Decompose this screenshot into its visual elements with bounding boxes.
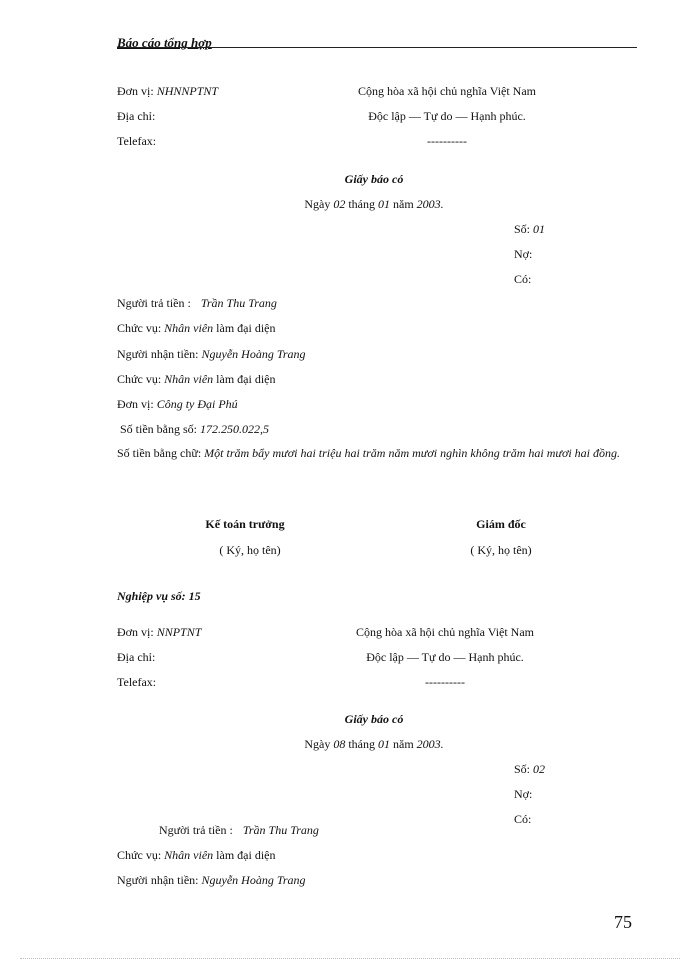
unit-label: Đơn vị: — [117, 84, 157, 98]
telefax-label: Telefax: — [117, 134, 157, 148]
voucher-number-value: 02 — [533, 762, 546, 776]
director-title: Giám đốc — [476, 517, 526, 531]
date-month: 01 — [378, 197, 390, 211]
unit-line — [117, 84, 218, 98]
receiver-value: Nguyễn Hoàng Trang — [201, 347, 306, 361]
document-date: Ngày 08 tháng 01 năm 2003. — [304, 737, 444, 751]
payer-label: Người trả tiền : — [117, 296, 191, 310]
unit-line: Đơn vị: NNPTNT — [117, 625, 202, 639]
address-label: Địa chỉ: — [117, 650, 156, 664]
voucher-number-value: 01 — [533, 222, 546, 236]
accountant-sign: ( Ký, họ tên) — [219, 543, 281, 557]
motto-dashes: ---------- — [425, 675, 465, 689]
bottom-divider — [20, 958, 680, 959]
motto: Độc lập — Tự do — Hạnh phúc. — [368, 109, 526, 123]
receiver-position-line: Chức vụ: Nhân viên làm đại diện — [117, 372, 276, 386]
motto-dashes: ---------- — [427, 134, 467, 148]
payer-position-line: Chức vụ: Nhân viên làm đại diện — [117, 848, 276, 862]
date-year: 2003. — [416, 197, 444, 211]
date-month: 01 — [378, 737, 390, 751]
motto: Độc lập — Tự do — Hạnh phúc. — [366, 650, 524, 664]
republic-heading: Cộng hòa xã hội chủ nghĩa Việt Nam — [355, 625, 535, 639]
payer-line: Người trả tiền : Trần Thu Trang — [159, 823, 319, 837]
payer-value: Trần Thu Trang — [200, 296, 277, 310]
operation-title: Nghiệp vụ số: 15 — [117, 589, 201, 603]
republic-heading: Cộng hòa xã hội chủ nghĩa Việt Nam — [357, 84, 537, 98]
receiver-unit-value: Công ty Đại Phú — [156, 397, 238, 411]
payer-line — [117, 296, 277, 310]
receiver-line: Người nhận tiền: Nguyễn Hoàng Trang — [117, 873, 306, 887]
amount-number-line: Số tiền bằng số: 172.250.022,5 — [120, 422, 269, 436]
voucher-number: Số: 01 — [514, 222, 546, 236]
receiver-unit-line: Đơn vị: Công ty Đại Phú — [117, 397, 238, 411]
amount-words-line: Số tiền bằng chữ: Một trăm bẩy mươi hai triệu hai trăm năm mươi nghìn không trăm hai mươi hai đồng. — [117, 446, 621, 460]
payer-value: Trần Thu Trang — [242, 823, 319, 837]
amount-words-value: Một trăm bẩy mươi hai triệu hai trăm năm mươi nghìn không trăm hai mươi hai đồng. — [204, 446, 621, 460]
page-number: 75 — [614, 912, 632, 932]
receiver-line: Người nhận tiền: Nguyễn Hoàng Trang — [117, 347, 306, 361]
debit-label: Nợ: — [514, 247, 533, 261]
date-day: 02 — [333, 197, 346, 211]
accountant-title: Kế toán trưởng — [205, 517, 285, 531]
unit-value: NNPTNT — [156, 625, 202, 639]
page-header-title: Báo cáo tổng hợp — [117, 35, 212, 50]
telefax-label: Telefax: — [117, 675, 157, 689]
amount-value: 172.250.022,5 — [200, 422, 269, 436]
date-day: 08 — [333, 737, 346, 751]
director-sign: ( Ký, họ tên) — [470, 543, 532, 557]
unit-value: NHNNPTNT — [156, 84, 219, 98]
document-title: Giấy báo có — [344, 172, 404, 186]
receiver-value: Nguyễn Hoàng Trang — [201, 873, 306, 887]
voucher-number: Số: 02 — [514, 762, 546, 776]
credit-label: Có: — [514, 812, 532, 826]
date-year: 2003. — [416, 737, 444, 751]
header-rule — [117, 47, 637, 48]
address-label: Địa chỉ: — [117, 109, 156, 123]
credit-label: Có: — [514, 272, 532, 286]
payer-position-line: Chức vụ: Nhân viên làm đại diện — [117, 321, 276, 335]
document-date: Ngày 02 tháng 01 năm 2003. — [304, 197, 444, 211]
debit-label: Nợ: — [514, 787, 533, 801]
document-title: Giấy báo có — [344, 712, 404, 726]
